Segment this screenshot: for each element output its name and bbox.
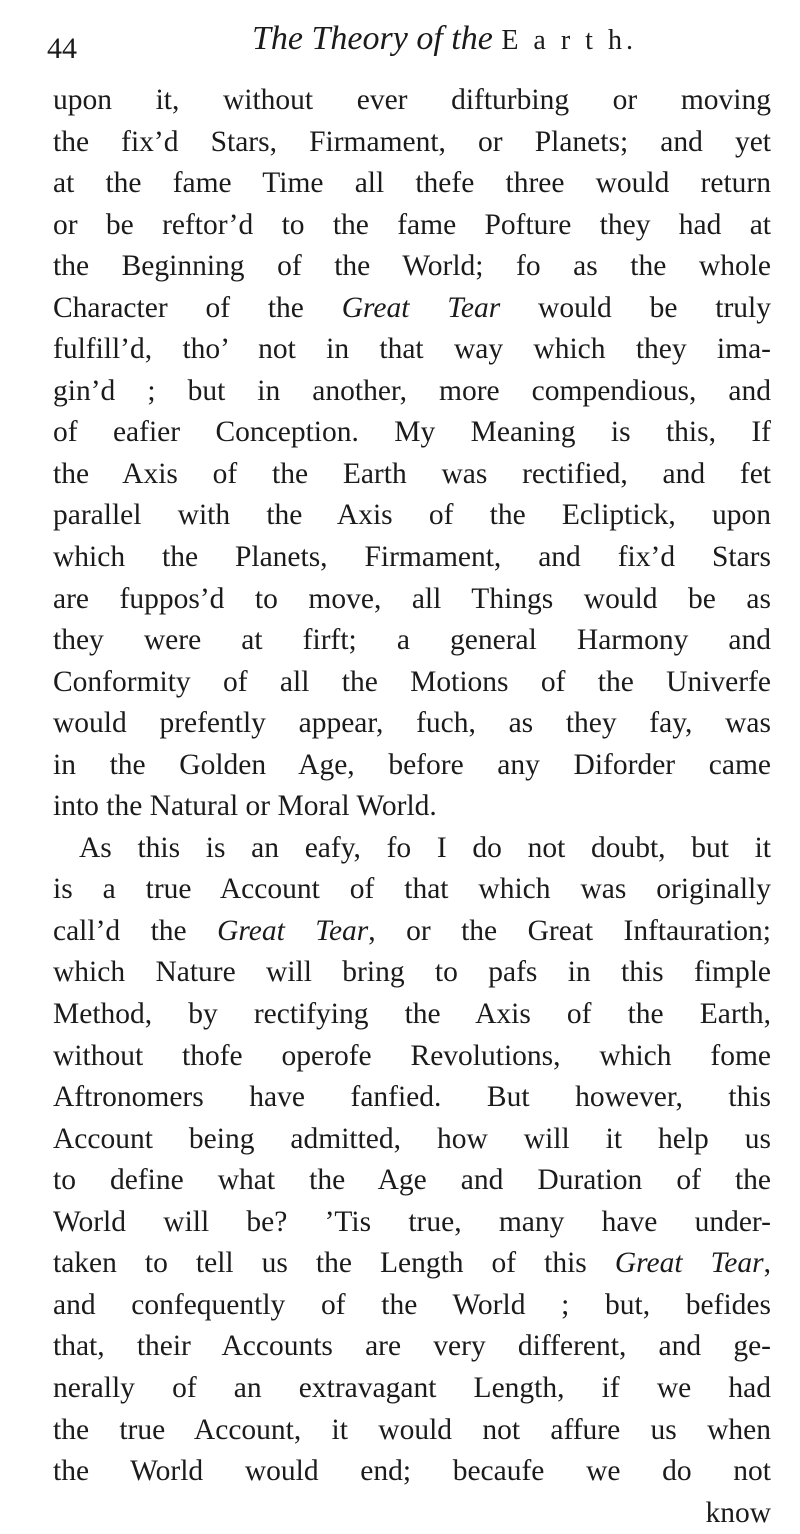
- text-line: [53, 246, 771, 288]
- body-text: [53, 80, 771, 1534]
- text-segment: the World would end; becaufe we do not: [53, 1455, 771, 1488]
- text-segment: Conformity of all the Motions of the Univerfe: [53, 665, 771, 698]
- text-segment: and confequently of the World ; but, befides: [53, 1288, 771, 1321]
- text-line: [53, 1410, 771, 1452]
- text-line: [53, 80, 771, 122]
- text-segment: or be reftor’d to the fame Pofture they had at: [53, 208, 771, 241]
- text-segment: call’d the: [53, 914, 218, 947]
- text-line: [53, 122, 771, 164]
- text-line: [53, 745, 771, 787]
- text-line: [53, 1326, 771, 1368]
- text-segment: would be truly: [500, 291, 771, 324]
- text-line: [53, 994, 771, 1036]
- italic-phrase: Great Tear: [341, 291, 501, 324]
- text-segment: that, their Accounts are very different, and ge-: [53, 1330, 771, 1363]
- text-segment: into the Natural or Moral World.: [53, 790, 437, 823]
- running-title-italic: The Theory of the: [252, 20, 493, 57]
- italic-phrase: Great Tear: [614, 1247, 764, 1280]
- text-line: [53, 1119, 771, 1161]
- text-line: [53, 412, 771, 454]
- running-header: [47, 14, 747, 74]
- text-segment: Aftronomers have fanfied. But however, this: [53, 1081, 771, 1114]
- text-segment: Method, by rectifying the Axis of the Earth,: [53, 998, 771, 1031]
- text-segment: without thofe operofe Revolutions, which fome: [53, 1039, 771, 1072]
- text-segment: of eafier Conception. My Meaning is this, If: [53, 416, 771, 449]
- text-segment: would prefently appear, fuch, as they fay, was: [53, 707, 771, 740]
- text-line: [53, 786, 771, 828]
- text-segment: at the fame Time all thefe three would return: [53, 167, 771, 200]
- text-segment: they were at firft; a general Harmony and: [53, 624, 771, 657]
- text-line: [53, 828, 771, 870]
- text-line: [53, 911, 771, 953]
- text-segment: parallel with the Axis of the Ecliptick, upon: [53, 499, 771, 532]
- text-line: [53, 1202, 771, 1244]
- text-segment: gin’d ; but in another, more compendious, and: [53, 374, 771, 407]
- text-segment: nerally of an extravagant Length, if we had: [53, 1371, 771, 1404]
- text-segment: the Axis of the Earth was rectified, and fet: [53, 457, 771, 490]
- text-line: [53, 1036, 771, 1078]
- text-segment: As this is an eafy, fo I do not doubt, but it: [79, 831, 771, 864]
- text-segment: in the Golden Age, before any Diforder came: [53, 748, 771, 781]
- text-segment: Character of the: [53, 291, 342, 324]
- text-line: [53, 869, 771, 911]
- text-line: [53, 1243, 771, 1285]
- text-line: [53, 1077, 771, 1119]
- running-title-smallcaps: E a r t h.: [501, 25, 637, 56]
- text-segment: to define what the Age and Duration of the: [53, 1164, 771, 1197]
- text-segment: is a true Account of that which was originally: [53, 873, 771, 906]
- text-segment: fulfill’d, tho’ not in that way which they ima-: [53, 333, 771, 366]
- text-segment: which Nature will bring to pafs in this fimple: [53, 956, 771, 989]
- text-segment: Account being admitted, how will it help us: [53, 1122, 771, 1155]
- text-line: [53, 288, 771, 330]
- text-segment: the Beginning of the World; fo as the whole: [53, 250, 771, 283]
- text-line: [53, 454, 771, 496]
- running-title: [252, 20, 637, 58]
- text-line: [53, 662, 771, 704]
- italic-phrase: Great Tear: [217, 914, 369, 947]
- text-segment: are fuppos’d to move, all Things would be as: [53, 582, 771, 615]
- text-line: [53, 1493, 771, 1534]
- text-line: [53, 205, 771, 247]
- text-line: [53, 537, 771, 579]
- text-segment: upon it, without ever difturbing or moving: [53, 84, 771, 116]
- text-line: [53, 579, 771, 621]
- text-line: [53, 371, 771, 413]
- text-segment: taken to tell us the Length of this: [53, 1247, 615, 1280]
- text-line: [53, 329, 771, 371]
- text-line: [53, 952, 771, 994]
- text-segment: World will be? ’Tis true, many have under-: [53, 1205, 771, 1238]
- text-line: [53, 1451, 771, 1493]
- text-segment: the true Account, it would not affure us when: [53, 1413, 771, 1446]
- text-line: [53, 163, 771, 205]
- text-line: [53, 1368, 771, 1410]
- text-segment: know: [705, 1496, 771, 1529]
- text-line: [53, 495, 771, 537]
- text-segment: which the Planets, Firmament, and fix’d Stars: [53, 541, 771, 574]
- page-number: 44: [47, 32, 77, 65]
- text-line: [53, 1160, 771, 1202]
- text-segment: , or the Great Inftauration;: [368, 914, 771, 947]
- text-line: [53, 1285, 771, 1327]
- text-line: [53, 620, 771, 662]
- text-segment: ,: [763, 1247, 771, 1280]
- text-line: [53, 703, 771, 745]
- text-segment: the fix’d Stars, Firmament, or Planets; and yet: [53, 125, 771, 158]
